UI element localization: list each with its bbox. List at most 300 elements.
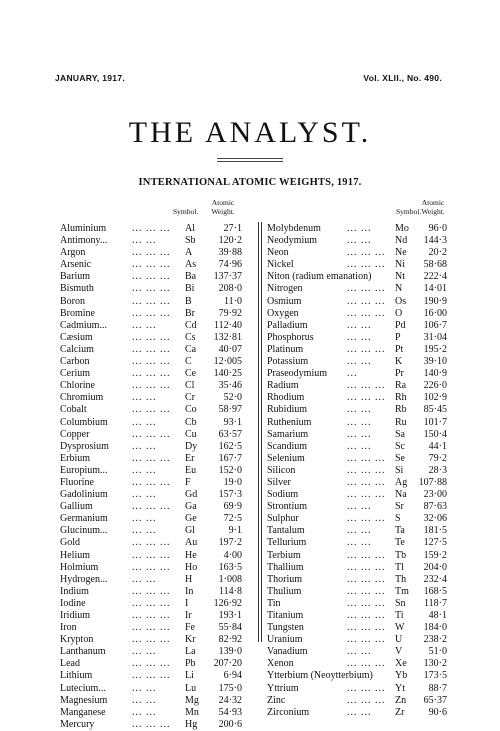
leader-dots: ... ... ... [132, 271, 171, 283]
element-name: Nickel [267, 259, 294, 271]
atomic-weight: 195·2 [423, 343, 447, 355]
element-symbol: Xe [395, 658, 407, 670]
right-weight-head-line1: Atomic [421, 198, 445, 207]
element-row [267, 465, 447, 477]
element-row [60, 441, 256, 453]
atomic-weight: 79·2 [428, 452, 447, 464]
element-name: Silver [267, 476, 291, 488]
atomic-weight: 197·2 [218, 537, 242, 549]
leader-dots: ... ... [132, 682, 157, 694]
element-name: Samarium [267, 428, 309, 440]
leader-dots: ... ... ... [347, 561, 386, 573]
left-element-table [60, 223, 256, 731]
element-name: Molybdenum [267, 223, 321, 234]
element-row [60, 670, 256, 682]
element-symbol: Ba [185, 271, 197, 283]
atomic-weight: 163·5 [218, 561, 242, 573]
leader-dots: ... ... ... [347, 573, 386, 585]
leader-dots: ... ... [347, 331, 372, 343]
journal-title: THE ANALYST. [128, 116, 372, 149]
element-name: Zinc [267, 694, 286, 706]
element-name: Thulium [267, 585, 302, 597]
element-name: Dysprosium [60, 440, 109, 452]
atomic-weight: 55·84 [218, 622, 242, 634]
element-row [60, 513, 256, 525]
element-row [60, 610, 256, 622]
element-row [267, 429, 447, 441]
leader-dots: ... ... ... [347, 380, 386, 392]
atomic-weight: 16·00 [423, 307, 447, 319]
leader-dots: ... ... ... [132, 380, 171, 392]
atomic-weight: 173·5 [423, 670, 447, 682]
element-name: Indium [60, 585, 89, 597]
title-rule-bottom [217, 161, 283, 162]
column-divider-line-2 [261, 222, 262, 642]
element-symbol: Zr [395, 706, 405, 718]
leader-dots: ... ... ... [132, 307, 171, 319]
element-symbol: Yt [395, 682, 405, 694]
element-symbol: B [185, 295, 192, 307]
element-name: Iridium [60, 610, 90, 621]
element-symbol: Mn [185, 706, 199, 718]
element-row [267, 320, 447, 332]
element-row [60, 404, 256, 416]
element-name: Tin [267, 597, 281, 609]
element-symbol: Al [185, 223, 195, 234]
atomic-weight: 200·6 [218, 718, 242, 730]
atomic-weight: 184·0 [423, 622, 447, 634]
atomic-weight: 93·1 [223, 416, 242, 428]
atomic-weight: 150·4 [423, 428, 447, 440]
leader-dots: ... ... ... [347, 295, 386, 307]
element-row [267, 634, 447, 646]
element-row [60, 634, 256, 646]
element-row [60, 320, 256, 332]
left-weight-head-line2: Weight. [211, 206, 235, 216]
leader-dots: ... ... ... [347, 622, 386, 634]
atomic-weight: 132·81 [213, 331, 242, 343]
element-symbol: Nt [395, 271, 405, 283]
atomic-weight: 208·0 [218, 283, 242, 295]
atomic-weight: 74·96 [218, 259, 242, 271]
element-row [267, 259, 447, 271]
element-row [267, 574, 447, 586]
element-symbol: Nd [395, 235, 408, 247]
element-row [60, 695, 256, 707]
element-name: Thorium [267, 573, 302, 585]
element-symbol: Ge [185, 513, 197, 525]
element-symbol: Cb [185, 416, 197, 428]
element-name: Chromium [60, 392, 104, 404]
atomic-weight: 58·68 [423, 259, 447, 271]
element-name: Columbium [60, 416, 108, 428]
element-symbol: Er [185, 452, 195, 464]
element-name: Terbium [267, 549, 301, 561]
element-row [60, 562, 256, 574]
atomic-weight: 162·5 [218, 440, 242, 452]
element-symbol: K [395, 356, 403, 368]
atomic-weight: 102·9 [423, 392, 447, 404]
leader-dots: ... ... ... [132, 622, 171, 634]
element-name: Radium [267, 380, 299, 392]
element-name: Thallium [267, 561, 304, 573]
element-row [267, 296, 447, 308]
leader-dots: ... ... [132, 235, 157, 247]
atomic-weight: 190·9 [423, 295, 447, 307]
leader-dots: ... ... ... [132, 428, 171, 440]
element-name: Neon [267, 247, 289, 259]
leader-dots: ... ... [347, 416, 372, 428]
element-row [267, 610, 447, 622]
element-symbol: Fe [185, 622, 195, 634]
leader-dots: ... ... ... [132, 634, 171, 646]
element-row [60, 622, 256, 634]
element-name: Boron [60, 295, 85, 307]
atomic-weight: 96·0 [428, 223, 447, 234]
element-row [60, 707, 256, 719]
atomic-weight: 27·1 [223, 223, 242, 234]
element-name: Iron [60, 622, 77, 634]
element-symbol: Ti [395, 610, 404, 621]
element-symbol: Lu [185, 682, 197, 694]
element-name: Sulphur [267, 513, 299, 525]
element-row [60, 489, 256, 501]
element-row [267, 513, 447, 525]
element-name: Tellurium [267, 537, 307, 549]
volume-number: Vol. XLII., No. 490. [363, 73, 442, 83]
leader-dots: ... ... [347, 440, 372, 452]
element-symbol: Eu [185, 464, 197, 476]
element-symbol: V [395, 646, 403, 658]
atomic-weight: 222·4 [423, 271, 447, 283]
atomic-weight: 139·0 [218, 646, 242, 658]
element-name: Hydrogen... [60, 573, 108, 585]
atomic-weight: 106·7 [423, 319, 447, 331]
atomic-weight: 12·005 [213, 356, 242, 368]
leader-dots: ... ... [347, 356, 372, 368]
leader-dots: ... ... [132, 489, 157, 501]
element-name: Lutecium... [60, 682, 106, 694]
element-name: Manganese [60, 706, 106, 718]
element-symbol: Sr [395, 501, 404, 513]
element-symbol: Bi [185, 283, 195, 295]
element-row [60, 259, 256, 271]
element-symbol: Dy [185, 440, 198, 452]
atomic-weight: 88·7 [428, 682, 447, 694]
left-weight-head-line1: Atomic [211, 198, 235, 207]
element-row [60, 392, 256, 404]
atomic-weight: 130·2 [423, 658, 447, 670]
element-symbol: Cl [185, 380, 195, 392]
element-name: Rubidium [267, 404, 308, 416]
element-symbol: Ho [185, 561, 198, 573]
element-symbol: C [185, 356, 192, 368]
leader-dots: ... ... ... [347, 283, 386, 295]
atomic-weight: 159·2 [423, 549, 447, 561]
right-symbol-head: Symbol. [396, 207, 422, 216]
element-symbol: Ag [395, 476, 408, 488]
element-symbol: Cu [185, 428, 197, 440]
element-symbol: He [185, 549, 197, 561]
leader-dots: ... ... [132, 525, 157, 537]
element-symbol: Pd [395, 319, 406, 331]
atomic-weight: 6·94 [223, 670, 242, 682]
element-symbol: Hg [185, 718, 198, 730]
element-symbol: Th [395, 573, 407, 585]
element-name: Glucinum... [60, 525, 108, 537]
element-row [267, 247, 447, 259]
element-row [60, 477, 256, 489]
element-symbol: Mg [185, 694, 199, 706]
element-row [60, 598, 256, 610]
element-name: Cæsium [60, 331, 93, 343]
element-name: Bismuth [60, 283, 94, 295]
leader-dots: ... ... ... [132, 561, 171, 573]
element-symbol: Ca [185, 343, 197, 355]
leader-dots: ... ... ... [132, 368, 171, 380]
leader-dots: ... ... ... [347, 694, 386, 706]
element-name: Antimony... [60, 235, 108, 247]
atomic-weight: 11·0 [224, 295, 242, 307]
element-name: Holmium [60, 561, 99, 573]
element-row [60, 586, 256, 598]
element-row [60, 235, 256, 247]
element-row [60, 501, 256, 513]
leader-dots: ... [347, 368, 358, 380]
element-symbol: Te [395, 537, 405, 549]
atomic-weight: 65·37 [423, 694, 447, 706]
leader-dots: ... ... ... [132, 549, 171, 561]
element-row [267, 658, 447, 670]
element-symbol: Yb [395, 670, 408, 682]
element-row [60, 453, 256, 465]
element-name: Neodymium [267, 235, 317, 247]
atomic-weight: 44·1 [428, 440, 447, 452]
element-row [267, 598, 447, 610]
element-symbol: Tb [395, 549, 407, 561]
element-symbol: H [185, 573, 193, 585]
element-name: Xenon [267, 658, 294, 670]
element-name: Chlorine [60, 380, 95, 392]
element-row [60, 646, 256, 658]
element-name: Vanadium [267, 646, 308, 658]
element-row [60, 368, 256, 380]
element-row [267, 368, 447, 380]
element-name: Erbium [60, 452, 90, 464]
element-symbol: F [185, 476, 191, 488]
element-row [267, 404, 447, 416]
element-row [267, 501, 447, 513]
element-name: Mercury [60, 718, 95, 730]
atomic-weight: 72·5 [223, 513, 242, 525]
element-name: Copper [60, 428, 90, 440]
element-symbol: Li [185, 670, 194, 682]
leader-dots: ... ... [132, 646, 157, 658]
issue-date: JANUARY, 1917. [55, 73, 126, 83]
element-symbol: A [185, 247, 193, 259]
element-name: Nitrogen [267, 283, 303, 295]
leader-dots: ... ... ... [347, 634, 386, 646]
element-name: Scandium [267, 440, 307, 452]
atomic-weight: 51·0 [428, 646, 447, 658]
element-name: Palladium [267, 319, 308, 331]
element-name: Arsenic [60, 259, 92, 271]
right-weight-head-line2: Weight. [421, 206, 445, 216]
element-row [267, 271, 447, 283]
element-name: Germanium [60, 513, 108, 525]
element-name: Uranium [267, 634, 303, 646]
element-symbol: Mo [395, 223, 409, 234]
atomic-weight: 52·0 [223, 392, 242, 404]
element-row [60, 550, 256, 562]
leader-dots: ... ... [132, 440, 157, 452]
element-row [60, 356, 256, 368]
atomic-weight: 181·5 [423, 525, 447, 537]
element-name: Zirconium [267, 706, 310, 718]
element-symbol: N [395, 283, 403, 295]
element-name: Osmium [267, 295, 302, 307]
element-symbol: In [185, 585, 194, 597]
element-row [267, 670, 447, 682]
leader-dots: ... ... ... [347, 513, 386, 525]
element-name: Calcium [60, 343, 94, 355]
element-row [267, 707, 447, 719]
atomic-weight: 85·45 [423, 404, 447, 416]
element-row [60, 332, 256, 344]
element-name: Ytterbium (Neoytterbium) [267, 670, 373, 682]
element-row [60, 658, 256, 670]
atomic-weight: 90·6 [428, 706, 447, 718]
element-name: Europium... [60, 464, 108, 476]
left-symbol-head: Symbol. [173, 207, 199, 216]
element-row [60, 344, 256, 356]
atomic-weight: 63·57 [218, 428, 242, 440]
leader-dots: ... ... ... [132, 476, 171, 488]
element-symbol: Cs [185, 331, 196, 343]
atomic-weight: 87·63 [423, 501, 447, 513]
leader-dots: ... ... [347, 319, 372, 331]
element-row [60, 296, 256, 308]
element-row [267, 441, 447, 453]
leader-dots: ... ... ... [132, 597, 171, 609]
element-symbol: Ru [395, 416, 407, 428]
element-row [267, 417, 447, 429]
element-name: Argon [60, 247, 86, 259]
element-name: Cobalt [60, 404, 87, 416]
element-name: Helium [60, 549, 90, 561]
element-name: Cadmium... [60, 319, 107, 331]
leader-dots: ... ... ... [132, 610, 171, 621]
element-name: Ruthenium [267, 416, 312, 428]
atomic-weight: 140·9 [423, 368, 447, 380]
leader-dots: ... ... ... [347, 489, 386, 501]
atomic-weight: 168·5 [423, 585, 447, 597]
leader-dots: ... ... ... [347, 597, 386, 609]
element-row [267, 392, 447, 404]
atomic-weight: 226·0 [423, 380, 447, 392]
leader-dots: ... ... ... [132, 404, 171, 416]
element-row [60, 223, 256, 235]
element-row [267, 537, 447, 549]
leader-dots: ... ... ... [347, 585, 386, 597]
element-symbol: W [395, 622, 405, 634]
atomic-weight: 35·46 [218, 380, 242, 392]
atomic-weight: 32·06 [423, 513, 447, 525]
leader-dots: ... ... [132, 573, 157, 585]
atomic-weight: 157·3 [218, 489, 242, 501]
column-divider-line-1 [258, 222, 259, 642]
atomic-weight: 120·2 [218, 235, 242, 247]
element-row [60, 247, 256, 259]
leader-dots: ... ... [132, 706, 157, 718]
element-symbol: Sa [395, 428, 405, 440]
atomic-weight: 14·01 [423, 283, 447, 295]
element-row [267, 525, 447, 537]
atomic-weight: 4·00 [223, 549, 242, 561]
element-symbol: Ir [185, 610, 192, 621]
element-symbol: Ne [395, 247, 407, 259]
element-name: Lead [60, 658, 80, 670]
atomic-weight: 54·93 [218, 706, 242, 718]
element-name: Magnesium [60, 694, 108, 706]
element-name: Bromine [60, 307, 95, 319]
atomic-weight: 24·32 [218, 694, 242, 706]
element-row [60, 537, 256, 549]
leader-dots: ... ... ... [347, 476, 386, 488]
element-name: Silicon [267, 464, 296, 476]
atomic-weight: 31·04 [423, 331, 447, 343]
element-name: Yttrium [267, 682, 299, 694]
atomic-weight: 9·1 [228, 525, 242, 537]
element-name: Niton (radium emanation) [267, 271, 372, 283]
leader-dots: ... ... ... [347, 259, 386, 271]
element-name: Phosphorus [267, 331, 314, 343]
leader-dots: ... ... [347, 223, 372, 234]
atomic-weight: 101·7 [423, 416, 447, 428]
element-row [267, 477, 447, 489]
element-row [267, 344, 447, 356]
element-row [60, 465, 256, 477]
element-symbol: Ga [185, 501, 197, 513]
element-row [267, 622, 447, 634]
element-row [267, 586, 447, 598]
element-symbol: Tm [395, 585, 409, 597]
element-symbol: Ra [395, 380, 407, 392]
element-symbol: Sc [395, 440, 405, 452]
element-symbol: Ta [395, 525, 405, 537]
element-symbol: P [395, 331, 401, 343]
element-row [60, 417, 256, 429]
element-symbol: Os [395, 295, 407, 307]
element-name: Cerium [60, 368, 90, 380]
element-name: Platinum [267, 343, 304, 355]
element-symbol: Na [395, 489, 407, 501]
atomic-weight: 232·4 [423, 573, 447, 585]
leader-dots: ... ... [347, 428, 372, 440]
element-name: Oxygen [267, 307, 299, 319]
element-row [60, 525, 256, 537]
element-name: Strontium [267, 501, 308, 513]
leader-dots: ... ... ... [132, 658, 171, 670]
element-row [60, 683, 256, 695]
element-symbol: Rb [395, 404, 407, 416]
element-symbol: I [185, 597, 189, 609]
leader-dots: ... ... [347, 537, 372, 549]
element-name: Carbon [60, 356, 90, 368]
atomic-weight: 144·3 [423, 235, 447, 247]
element-symbol: Co [185, 404, 197, 416]
atomic-weight: 167·7 [218, 452, 242, 464]
